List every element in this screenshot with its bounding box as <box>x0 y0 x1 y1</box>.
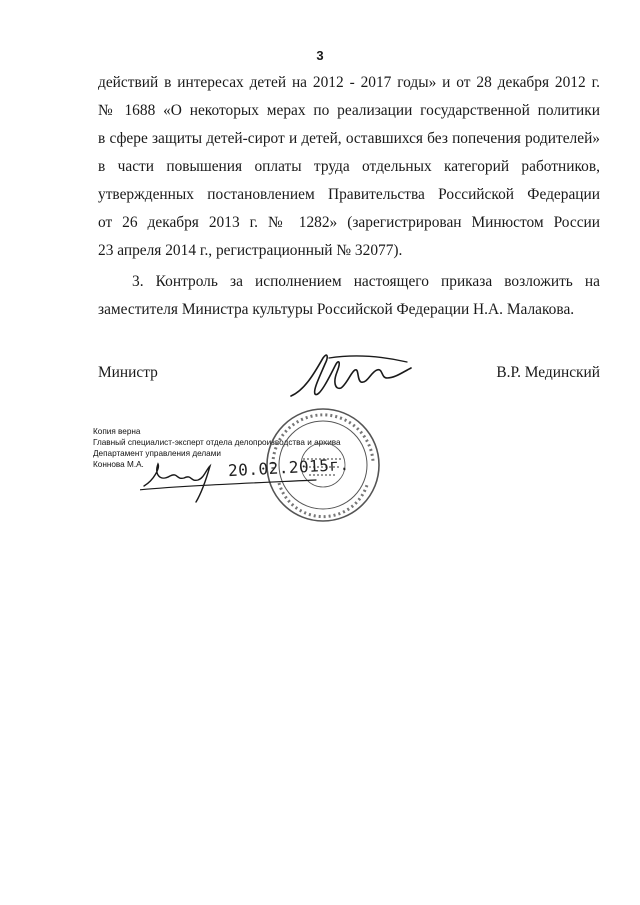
text-line: № 1688 «О некоторых мерах по реализации государственной политики <box>98 102 600 119</box>
certification-line: Департамент управления делами <box>93 449 221 458</box>
text-line: в сфере защиты детей-сирот и детей, оставшихся без попечения родителей» <box>98 130 600 147</box>
handwritten-date: 20.02.2015г. <box>227 454 351 481</box>
text-line: в части повышения оплаты труда отдельных категорий работников, <box>98 158 600 175</box>
page-number: 3 <box>316 48 324 63</box>
handwritten-signature-icon <box>285 348 415 406</box>
text-line: заместителя Министра культуры Российской Федерации Н.А. Малакова. <box>98 301 575 318</box>
certification-line: Главный специалист-эксперт отдела делопроизводства и архива <box>93 438 341 447</box>
text-line: от 26 декабря 2013 г. № 1282» (зарегистрирован Минюстом России <box>98 214 600 231</box>
certification-line: Копия верна <box>93 427 141 436</box>
body-text <box>98 69 600 324</box>
signatory-role: Министр <box>98 364 158 381</box>
text-line: 3. Контроль за исполнением настоящего приказа возложить на <box>132 273 600 290</box>
text-line: утвержденных постановлением Правительства Российской Федерации <box>98 186 600 203</box>
text-line: 23 апреля 2014 г., регистрационный № 32077). <box>98 242 403 259</box>
text-line: действий в интересах детей на 2012 - 2017 годы» и от 28 декабря 2012 г. <box>98 74 600 91</box>
signatory-name: В.Р. Мединский <box>496 364 600 381</box>
certification-line: Коннова М.А. <box>93 460 144 469</box>
